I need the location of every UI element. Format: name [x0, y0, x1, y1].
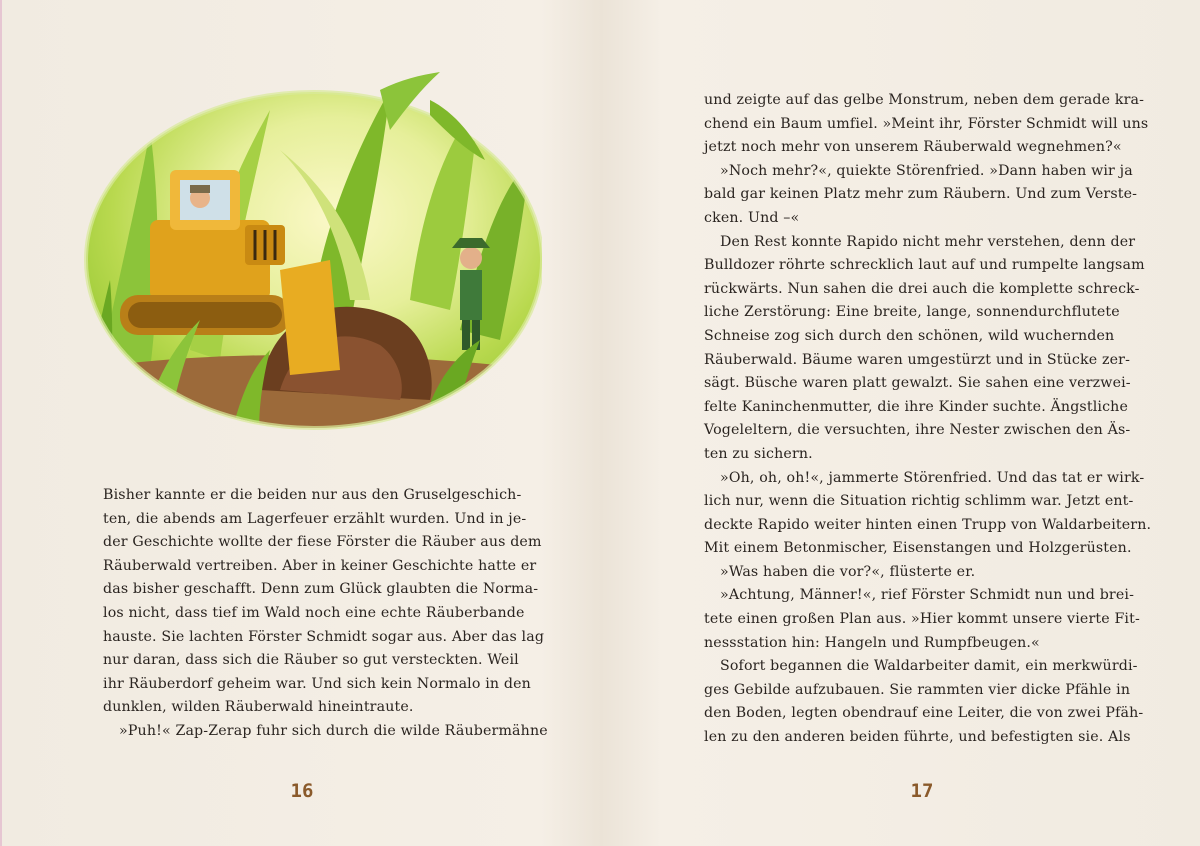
text-line: und zeigte auf das gelbe Monstrum, neben dem gerade kra-: [704, 92, 1145, 108]
text-line: Mit einem Betonmischer, Eisenstangen und Holzgerüsten.: [704, 540, 1132, 557]
text-line: ihr Räuberdorf geheim war. Und sich kein Normalo in den: [103, 675, 531, 692]
left-page: [2, 0, 602, 846]
text-line: cken. Und –«: [704, 209, 800, 226]
text-line: »Achtung, Männer!«, rief Förster Schmidt nun und brei-: [720, 587, 1135, 604]
text-line: lich nur, wenn die Situation richtig schlimm war. Jetzt ent-: [704, 493, 1134, 510]
text-line: sägt. Büsche waren platt gewalzt. Sie sahen eine verzwei-: [704, 375, 1131, 392]
text-line: ten zu sichern.: [704, 445, 813, 462]
right-page: [602, 0, 1200, 846]
text-line: rückwärts. Nun sahen die drei auch die komplette schreck-: [704, 280, 1140, 297]
text-line: der Geschichte wollte der fiese Förster die Räuber aus dem: [103, 534, 542, 551]
text-line: Schneise zog sich durch den schönen, wild wuchernden: [704, 327, 1115, 344]
text-line: »Oh, oh, oh!«, jammerte Störenfried. Und das tat er wirk-: [720, 469, 1145, 486]
text-line: hauste. Sie lachten Förster Schmidt sogar aus. Aber das lag: [103, 628, 545, 645]
left-text: [103, 484, 548, 744]
text-line: jetzt noch mehr von unserem Räuberwald wegnehmen?«: [704, 139, 1122, 156]
text-line: Bulldozer röhrte schrecklich laut auf und rumpelte langsam: [704, 257, 1145, 274]
text-line: Vogeleltern, die versuchten, ihre Nester zwischen den Äs-: [704, 422, 1131, 439]
text-line: Sofort begannen die Waldarbeiter damit, ein merkwürdi-: [720, 658, 1138, 675]
text-line: felte Kaninchenmutter, die ihre Kinder suchte. Ängstliche: [704, 398, 1129, 415]
text-line: los nicht, dass tief im Wald noch eine echte Räuberbande: [103, 604, 525, 621]
page-number: 17: [910, 780, 934, 802]
text-line: bald gar keinen Platz mehr zum Räubern. Und zum Verste-: [704, 186, 1138, 203]
text-line: chend ein Baum umfiel. »Meint ihr, Förster Schmidt will uns: [704, 115, 1149, 132]
text-line: nessstation hin: Hangeln und Rumpfbeugen.«: [704, 634, 1040, 651]
text-line: len zu den anderen beiden führte, und befestigten sie. Als: [704, 729, 1131, 746]
text-line: »Was haben die vor?«, flüsterte er.: [720, 563, 976, 580]
right-text: [704, 89, 1152, 750]
text-line: den Boden, legten obendrauf eine Leiter, die von zwei Pfäh-: [704, 705, 1144, 722]
text-line: ten, die abends am Lagerfeuer erzählt wurden. Und in je-: [103, 510, 527, 527]
text-line: Räuberwald. Bäume waren umgestürzt und in Stücke zer-: [704, 351, 1131, 368]
text-line: Bisher kannte er die beiden nur aus den Gruselgeschich-: [103, 487, 522, 503]
text-line: Räuberwald vertreiben. Aber in keiner Geschichte hatte er: [103, 557, 537, 574]
text-line: liche Zerstörung: Eine breite, lange, sonnendurchflutete: [704, 304, 1120, 321]
page-number: 16: [290, 780, 314, 802]
text-line: nur daran, dass sich die Räuber so gut versteckten. Weil: [103, 652, 519, 669]
text-line: das bisher geschafft. Denn zum Glück glaubten die Norma-: [103, 581, 539, 598]
text-line: »Noch mehr?«, quiekte Störenfried. »Dann haben wir ja: [720, 162, 1133, 179]
text-line: Den Rest konnte Rapido nicht mehr verstehen, denn der: [720, 233, 1136, 250]
text-line: ges Gebilde aufzubauen. Sie rammten vier dicke Pfähle in: [704, 681, 1131, 698]
text-line: deckte Rapido weiter hinten einen Trupp von Waldarbeitern.: [704, 516, 1152, 533]
bulldozer-illustration: [80, 70, 542, 438]
text-line: dunklen, wilden Räuberwald hineintraute.: [103, 699, 414, 716]
text-line: »Puh!« Zap-Zerap fuhr sich durch die wilde Räubermähne: [119, 722, 548, 739]
text-line: tete einen großen Plan aus. »Hier kommt unsere vierte Fit-: [704, 611, 1140, 628]
